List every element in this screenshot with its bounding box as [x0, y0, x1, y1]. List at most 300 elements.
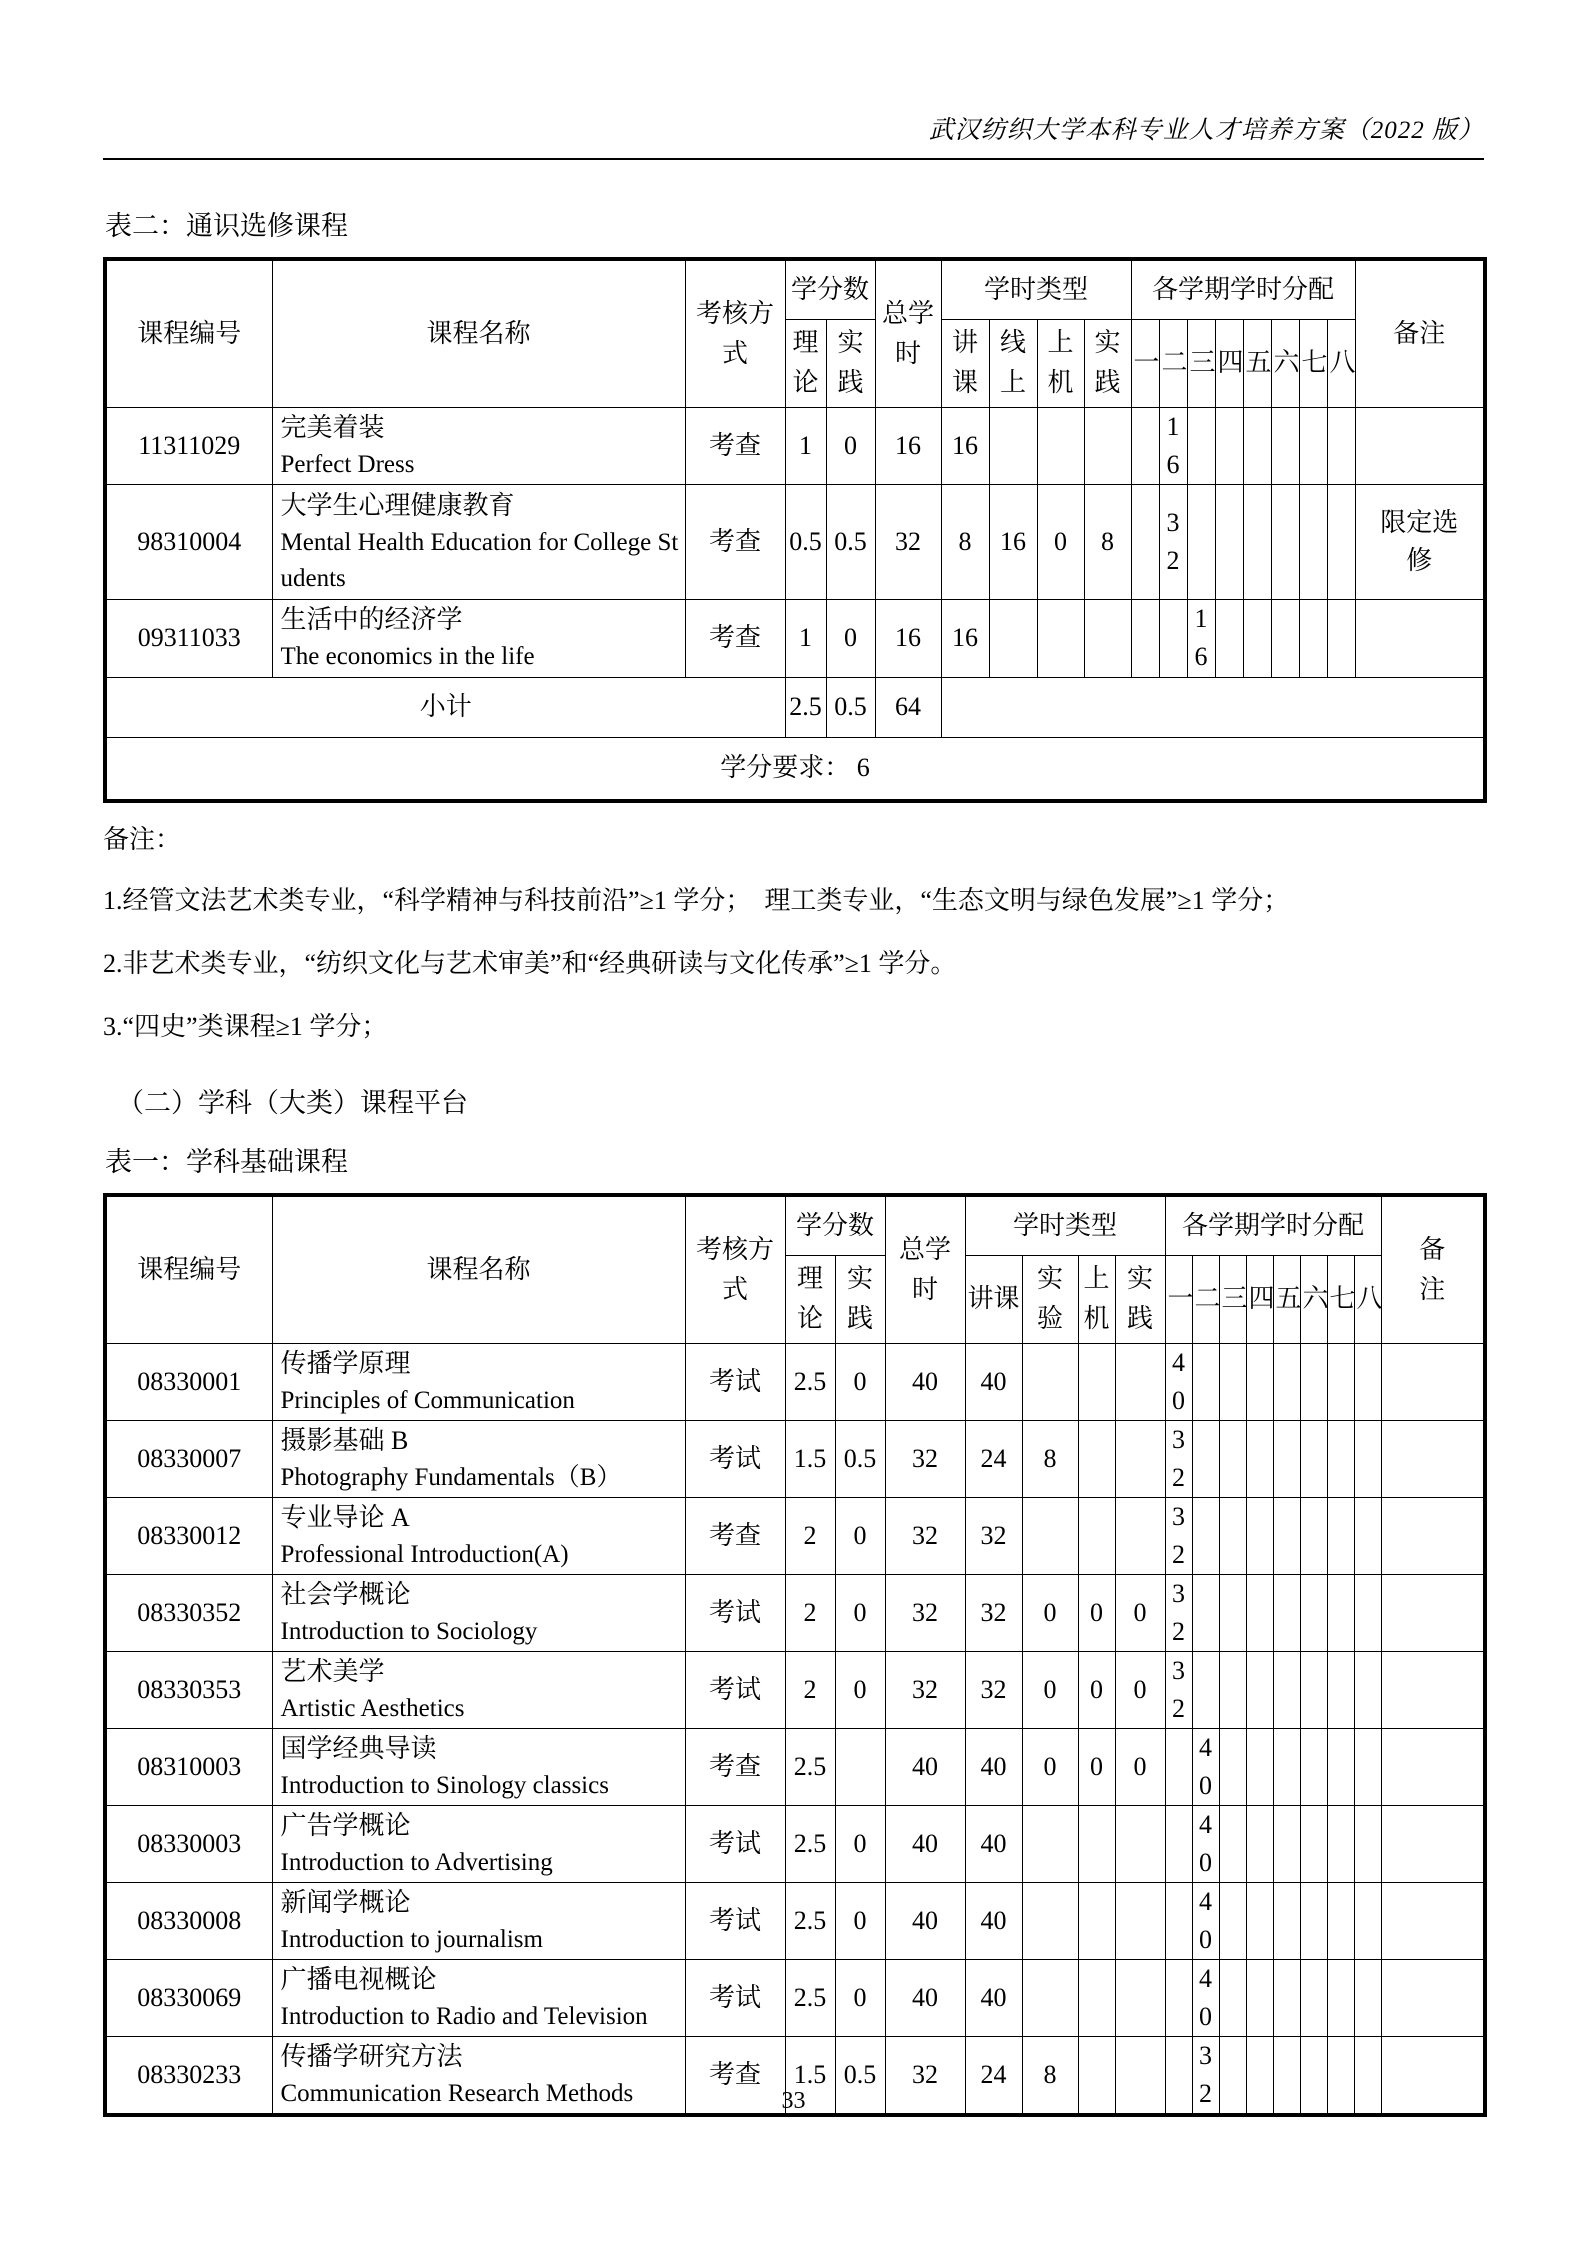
- semester-hours-cell: [1300, 1959, 1327, 2036]
- hour-type-experiment-cell: [1022, 1805, 1078, 1882]
- hour-type-lecture-cell: 40: [965, 1882, 1022, 1959]
- course-name-zh: 生活中的经济学: [280, 605, 463, 634]
- course-name-en: Introduction to journalism: [280, 1925, 543, 1953]
- hour-type-practice-cell: [1115, 1343, 1165, 1420]
- course-name-cell: [272, 1805, 685, 1882]
- credit-practice-cell: 0: [826, 407, 875, 484]
- col-group-hour-types: 学时类型: [941, 259, 1131, 319]
- col-total-hours: 总学时: [875, 259, 941, 407]
- semester-hours-cell: [1246, 1574, 1273, 1651]
- semester-hours-cell: [1327, 1574, 1354, 1651]
- hour-type-experiment-cell: 0: [1022, 1728, 1078, 1805]
- remark-cell: [1381, 1420, 1485, 1497]
- assessment-cell: 考查: [685, 599, 785, 677]
- col-group-hour-types: 学时类型: [965, 1195, 1165, 1255]
- course-name-cell: [272, 1420, 685, 1497]
- credit-theory-cell: 2.5: [785, 1343, 835, 1420]
- semester-hours-cell: [1300, 1728, 1327, 1805]
- credit-theory-cell: 1.5: [785, 2036, 835, 2115]
- credit-requirement: 学分要求： 6: [105, 737, 1485, 801]
- hour-type-practice-cell: [1084, 599, 1131, 677]
- subtotal-row: [105, 677, 1485, 737]
- semester-hours-cell: [1273, 1882, 1300, 1959]
- course-code-cell: 98310004: [105, 484, 272, 599]
- credit-theory-cell: 2.5: [785, 1805, 835, 1882]
- total-hours-cell: 32: [885, 2036, 965, 2115]
- col-assessment: 考核方式: [685, 259, 785, 407]
- hour-type-experiment-cell: 0: [1022, 1574, 1078, 1651]
- col-credit-theory: 理论: [785, 1255, 835, 1343]
- col-hour-type-practice: 实践: [1115, 1255, 1165, 1343]
- semester-hours-cell: [1327, 1959, 1354, 2036]
- hour-type-computer-cell: 0: [1037, 484, 1084, 599]
- remark-cell: [1355, 599, 1485, 677]
- semester-hours-cell: [1271, 599, 1299, 677]
- semester-hours-cell: [1354, 1574, 1381, 1651]
- semester-hours-cell: [1327, 1651, 1354, 1728]
- course-code-cell: 08330001: [105, 1343, 272, 1420]
- assessment-cell: 考试: [685, 1651, 785, 1728]
- course-row: [105, 1805, 1485, 1882]
- hour-type-lecture-cell: 40: [965, 1343, 1022, 1420]
- course-code-cell: 08330008: [105, 1882, 272, 1959]
- semester-hours-cell: [1219, 1805, 1246, 1882]
- credit-theory-cell: 2.5: [785, 1882, 835, 1959]
- remark-cell: [1355, 484, 1485, 599]
- col-group-credits: 学分数: [785, 259, 875, 319]
- semester-hours-cell: 32: [1165, 1651, 1192, 1728]
- col-semester-1: 一: [1165, 1255, 1192, 1343]
- col-course-code: 课程编号: [105, 259, 272, 407]
- col-semester-6: 六: [1300, 1255, 1327, 1343]
- course-name-cell: [272, 484, 685, 599]
- semester-hours-cell: [1273, 1574, 1300, 1651]
- credit-practice-cell: 0.5: [835, 2036, 885, 2115]
- document-header-title: 武汉纺织大学本科专业人才培养方案（2022 版）: [928, 117, 1484, 144]
- remark-cell: [1381, 1959, 1485, 2036]
- course-row: [105, 484, 1485, 599]
- total-hours-cell: 16: [875, 407, 941, 484]
- semester-hours-cell: 40: [1192, 1728, 1219, 1805]
- subtotal-empty-cell: [941, 677, 1485, 737]
- semester-hours-cell: 40: [1192, 1959, 1219, 2036]
- semester-hours-cell: [1192, 1420, 1219, 1497]
- semester-hours-cell: [1192, 1343, 1219, 1420]
- remark-cell: [1381, 1497, 1485, 1574]
- table-caption-general: 表二：通识选修课程: [105, 211, 348, 241]
- assessment-cell: 考查: [685, 1497, 785, 1574]
- hour-type-experiment-cell: 8: [1022, 2036, 1078, 2115]
- semester-hours-cell: [1271, 484, 1299, 599]
- semester-hours-cell: [1131, 599, 1159, 677]
- hour-type-computer-cell: [1078, 1497, 1115, 1574]
- table-header-row-1: [105, 259, 1485, 319]
- course-name-zh: 完美着装: [280, 412, 385, 442]
- assessment-cell: 考试: [685, 1882, 785, 1959]
- total-hours-cell: 40: [885, 1959, 965, 2036]
- semester-hours-cell: [1271, 407, 1299, 484]
- course-row: [105, 1651, 1485, 1728]
- semester-hours-cell: [1300, 1882, 1327, 1959]
- col-hour-type-experiment: 实验: [1022, 1255, 1078, 1343]
- semester-hours-cell: 16: [1159, 407, 1187, 484]
- hour-type-lecture-cell: 32: [965, 1497, 1022, 1574]
- semester-hours-cell: [1165, 1805, 1192, 1882]
- hour-type-practice-cell: [1115, 1959, 1165, 2036]
- subtotal-total-hours: 64: [875, 677, 941, 737]
- credit-theory-cell: 2.5: [785, 1728, 835, 1805]
- course-name-zh: 广告学概论: [280, 1810, 411, 1840]
- semester-hours-cell: [1354, 1651, 1381, 1728]
- assessment-cell: 考查: [685, 1728, 785, 1805]
- hour-type-experiment-cell: [1022, 1497, 1078, 1574]
- hour-type-practice-cell: 8: [1084, 484, 1131, 599]
- course-name-en: Introduction to Advertising: [280, 1848, 553, 1876]
- assessment-cell: 考试: [685, 1574, 785, 1651]
- hour-type-computer-cell: [1078, 1882, 1115, 1959]
- assessment-cell: 考试: [685, 1805, 785, 1882]
- hour-type-experiment-cell: [1022, 1882, 1078, 1959]
- hour-type-computer-cell: [1078, 1959, 1115, 2036]
- credit-practice-cell: 0: [835, 1497, 885, 1574]
- semester-hours-cell: [1299, 484, 1327, 599]
- credit-theory-cell: 2: [785, 1651, 835, 1728]
- course-name-en: Introduction to Sociology: [280, 1617, 538, 1645]
- course-row: [105, 1728, 1485, 1805]
- col-hour-type-lecture: 讲课: [965, 1255, 1022, 1343]
- course-name-zh: 专业导论 A: [280, 1502, 410, 1532]
- credit-practice-cell: 0: [835, 1959, 885, 2036]
- semester-hours-cell: [1354, 1805, 1381, 1882]
- hour-type-experiment-cell: [1022, 1959, 1078, 2036]
- semester-hours-cell: [1299, 599, 1327, 677]
- course-row: [105, 1574, 1485, 1651]
- hour-type-practice-cell: 0: [1115, 1574, 1165, 1651]
- course-name-cell: [272, 1728, 685, 1805]
- course-row: [105, 599, 1485, 677]
- credit-requirement-row: [105, 737, 1485, 801]
- col-total-hours: 总学时: [885, 1195, 965, 1343]
- semester-hours-cell: [1131, 484, 1159, 599]
- col-semester-6: 六: [1271, 319, 1299, 407]
- semester-hours-cell: [1131, 407, 1159, 484]
- col-semester-5: 五: [1273, 1255, 1300, 1343]
- col-semester-8: 八: [1354, 1255, 1381, 1343]
- semester-hours-cell: [1219, 1651, 1246, 1728]
- col-semester-2: 二: [1192, 1255, 1219, 1343]
- hour-type-practice-cell: 0: [1115, 1651, 1165, 1728]
- col-semester-4: 四: [1246, 1255, 1273, 1343]
- course-code-cell: 08330352: [105, 1574, 272, 1651]
- semester-hours-cell: [1187, 407, 1215, 484]
- semester-hours-cell: 32: [1159, 484, 1187, 599]
- hour-type-practice-cell: [1115, 1497, 1165, 1574]
- credit-theory-cell: 2: [785, 1497, 835, 1574]
- course-name-zh: 传播学研究方法: [280, 2041, 463, 2071]
- table-header-row-1: [105, 1195, 1485, 1255]
- semester-hours-cell: [1327, 599, 1355, 677]
- semester-hours-cell: 40: [1165, 1343, 1192, 1420]
- credit-theory-cell: 0.5: [785, 484, 826, 599]
- hour-type-experiment-cell: 0: [1022, 1651, 1078, 1728]
- col-semester-7: 七: [1299, 319, 1327, 407]
- semester-hours-cell: 32: [1165, 1420, 1192, 1497]
- semester-hours-cell: [1354, 1882, 1381, 1959]
- semester-hours-cell: [1300, 1420, 1327, 1497]
- credit-practice-cell: 0: [835, 1343, 885, 1420]
- semester-hours-cell: [1219, 1343, 1246, 1420]
- total-hours-cell: 40: [885, 1728, 965, 1805]
- course-row: [105, 1497, 1485, 1574]
- page-number: 33: [781, 2088, 806, 2114]
- notes-label: 备注：: [103, 825, 182, 854]
- hour-type-practice-cell: [1115, 1805, 1165, 1882]
- col-semester-7: 七: [1327, 1255, 1354, 1343]
- hour-type-computer-cell: [1078, 1805, 1115, 1882]
- credit-practice-cell: [835, 1728, 885, 1805]
- semester-hours-cell: [1354, 1959, 1381, 2036]
- remark-cell: [1381, 1651, 1485, 1728]
- semester-hours-cell: [1354, 1728, 1381, 1805]
- total-hours-cell: 32: [885, 1574, 965, 1651]
- course-name-en: Introduction to Radio and Television: [280, 2002, 648, 2030]
- course-code-cell: 08330069: [105, 1959, 272, 2036]
- semester-hours-cell: [1219, 1497, 1246, 1574]
- semester-hours-cell: [1327, 1728, 1354, 1805]
- col-hour-type-practice: 实践: [1084, 319, 1131, 407]
- remark-header-text: 备注: [1419, 1234, 1446, 1304]
- col-semester-8: 八: [1327, 319, 1355, 407]
- semester-hours-cell: [1300, 1805, 1327, 1882]
- course-row: [105, 407, 1485, 484]
- semester-hours-cell: [1327, 407, 1355, 484]
- semester-hours-cell: [1327, 1343, 1354, 1420]
- course-name-cell: [272, 1651, 685, 1728]
- semester-hours-cell: [1300, 1651, 1327, 1728]
- semester-hours-cell: [1246, 1882, 1273, 1959]
- semester-hours-cell: [1246, 1805, 1273, 1882]
- credit-theory-cell: 2: [785, 1574, 835, 1651]
- course-name-cell: [272, 1497, 685, 1574]
- course-name-zh: 社会学概论: [280, 1579, 411, 1609]
- col-semester-3: 三: [1187, 319, 1215, 407]
- col-group-semester-allocation: 各学期学时分配: [1165, 1195, 1381, 1255]
- semester-hours-cell: [1273, 1805, 1300, 1882]
- hour-type-computer-cell: [1037, 407, 1084, 484]
- semester-hours-cell: [1246, 1959, 1273, 2036]
- course-name-en: Photography Fundamentals（B）: [280, 1463, 622, 1491]
- course-name-en: The economics in the life: [280, 643, 535, 670]
- col-semester-1: 一: [1131, 319, 1159, 407]
- col-group-semester-allocation: 各学期学时分配: [1131, 259, 1355, 319]
- semester-hours-cell: [1219, 1420, 1246, 1497]
- course-name-cell: [272, 1343, 685, 1420]
- hour-type-online-cell: [989, 407, 1037, 484]
- remark-cell: [1355, 407, 1485, 484]
- semester-hours-cell: 32: [1165, 1574, 1192, 1651]
- col-remark: 备注: [1355, 259, 1485, 407]
- credit-practice-cell: 0: [835, 1574, 885, 1651]
- course-row: [105, 1420, 1485, 1497]
- course-name-zh: 传播学原理: [280, 1348, 411, 1378]
- discipline-basic-courses-table: [103, 1193, 1487, 2117]
- total-hours-cell: 32: [885, 1497, 965, 1574]
- hour-type-lecture-cell: 24: [965, 2036, 1022, 2115]
- course-name-cell: [272, 599, 685, 677]
- hour-type-practice-cell: 0: [1115, 1728, 1165, 1805]
- semester-hours-cell: [1215, 484, 1243, 599]
- course-name-en: Professional Introduction(A): [280, 1540, 569, 1568]
- hour-type-lecture-cell: 8: [941, 484, 989, 599]
- total-hours-cell: 40: [885, 1805, 965, 1882]
- semester-hours-cell: [1327, 1805, 1354, 1882]
- semester-hours-cell: [1192, 1497, 1219, 1574]
- course-name-zh: 艺术美学: [280, 1656, 385, 1686]
- course-name-cell: [272, 1959, 685, 2036]
- semester-hours-cell: [1246, 1420, 1273, 1497]
- hour-type-computer-cell: [1078, 1420, 1115, 1497]
- semester-hours-cell: [1215, 599, 1243, 677]
- semester-hours-cell: [1219, 1728, 1246, 1805]
- col-course-code: 课程编号: [105, 1195, 272, 1343]
- general-electives-table: [103, 257, 1487, 803]
- credit-practice-cell: 0: [835, 1805, 885, 1882]
- course-name-en: Principles of Communication: [280, 1386, 575, 1414]
- hour-type-practice-cell: [1115, 1420, 1165, 1497]
- course-name-en: Perfect Dress: [280, 450, 415, 478]
- semester-hours-cell: [1165, 1959, 1192, 2036]
- col-semester-3: 三: [1219, 1255, 1246, 1343]
- col-credit-theory: 理论: [785, 319, 826, 407]
- course-code-cell: 09311033: [105, 599, 272, 677]
- hour-type-experiment-cell: 8: [1022, 1420, 1078, 1497]
- hour-type-computer-cell: 0: [1078, 1651, 1115, 1728]
- credit-practice-cell: 0: [835, 1882, 885, 1959]
- note-item: 3.“四史”类课程≥1 学分；: [103, 1012, 388, 1041]
- total-hours-cell: 40: [885, 1343, 965, 1420]
- assessment-cell: 考查: [685, 407, 785, 484]
- note-item: 1.经管文法艺术类专业，“科学精神与科技前沿”≥1 学分； 理工类专业，“生态文明与绿色发展”≥1 学分；: [103, 886, 1290, 915]
- semester-hours-cell: [1243, 484, 1271, 599]
- hour-type-lecture-cell: 16: [941, 599, 989, 677]
- note-item: 2.非艺术类专业，“纺织文化与艺术审美”和“经典研读与文化传承”≥1 学分。: [103, 949, 957, 978]
- remark-cell: [1381, 1805, 1485, 1882]
- semester-hours-cell: [1219, 1574, 1246, 1651]
- course-name-zh: 广播电视概论: [280, 1964, 437, 1994]
- col-course-name: 课程名称: [272, 1195, 685, 1343]
- credit-practice-cell: 0.5: [826, 484, 875, 599]
- semester-hours-cell: 40: [1192, 1882, 1219, 1959]
- semester-hours-cell: [1273, 1959, 1300, 2036]
- course-row: [105, 1343, 1485, 1420]
- remark-cell: [1381, 1574, 1485, 1651]
- credit-practice-cell: 0.5: [835, 1420, 885, 1497]
- credit-theory-cell: 2.5: [785, 1959, 835, 2036]
- semester-hours-cell: [1246, 1651, 1273, 1728]
- col-assessment: 考核方式: [685, 1195, 785, 1343]
- semester-hours-cell: [1273, 1728, 1300, 1805]
- hour-type-experiment-cell: [1022, 1343, 1078, 1420]
- course-code-cell: 08330233: [105, 2036, 272, 2115]
- semester-hours-cell: 40: [1192, 1805, 1219, 1882]
- semester-hours-cell: [1354, 1420, 1381, 1497]
- col-semester-4: 四: [1215, 319, 1243, 407]
- hour-type-computer-cell: [1037, 599, 1084, 677]
- semester-hours-cell: [1273, 1651, 1300, 1728]
- col-semester-5: 五: [1243, 319, 1271, 407]
- semester-hours-cell: [1215, 407, 1243, 484]
- semester-hours-cell: [1299, 407, 1327, 484]
- course-name-zh: 大学生心理健康教育: [280, 490, 515, 520]
- col-hour-type-computer: 上机: [1078, 1255, 1115, 1343]
- semester-hours-cell: [1192, 1574, 1219, 1651]
- semester-hours-cell: [1327, 484, 1355, 599]
- hour-type-lecture-cell: 24: [965, 1420, 1022, 1497]
- semester-hours-cell: [1273, 1343, 1300, 1420]
- credit-theory-cell: 1.5: [785, 1420, 835, 1497]
- col-hour-type-computer: 上机: [1037, 319, 1084, 407]
- semester-hours-cell: [1187, 484, 1215, 599]
- semester-hours-cell: 32: [1165, 1497, 1192, 1574]
- section-heading: （二）学科（大类）课程平台: [117, 1088, 468, 1118]
- total-hours-cell: 32: [885, 1420, 965, 1497]
- semester-hours-cell: [1165, 1728, 1192, 1805]
- semester-hours-cell: [1219, 1959, 1246, 2036]
- course-row: [105, 1959, 1485, 2036]
- hour-type-lecture-cell: 32: [965, 1651, 1022, 1728]
- hour-type-computer-cell: 0: [1078, 1728, 1115, 1805]
- assessment-cell: 考试: [685, 1959, 785, 2036]
- course-row: [105, 1882, 1485, 1959]
- semester-hours-cell: [1300, 1574, 1327, 1651]
- semester-hours-cell: [1246, 1728, 1273, 1805]
- credit-practice-cell: 0: [826, 599, 875, 677]
- course-name-cell: [272, 407, 685, 484]
- course-name-zh: 国学经典导读: [280, 1733, 437, 1763]
- hour-type-online-cell: [989, 599, 1037, 677]
- semester-hours-cell: [1327, 1420, 1354, 1497]
- course-name-zh: 摄影基础 B: [280, 1425, 409, 1455]
- semester-hours-cell: 16: [1187, 599, 1215, 677]
- assessment-cell: 考试: [685, 1420, 785, 1497]
- col-hour-type-lecture: 讲课: [941, 319, 989, 407]
- semester-hours-cell: [1159, 599, 1187, 677]
- course-code-cell: 08330353: [105, 1651, 272, 1728]
- assessment-cell: 考查: [685, 484, 785, 599]
- hour-type-practice-cell: [1084, 407, 1131, 484]
- subtotal-label: 小计: [105, 677, 785, 737]
- semester-hours-cell: [1354, 1343, 1381, 1420]
- credit-practice-cell: 0: [835, 1651, 885, 1728]
- course-code-cell: 08330007: [105, 1420, 272, 1497]
- credit-theory-cell: 1: [785, 599, 826, 677]
- total-hours-cell: 32: [875, 484, 941, 599]
- semester-hours-cell: [1273, 1497, 1300, 1574]
- remark-cell: [1381, 1343, 1485, 1420]
- semester-hours-cell: [1300, 1343, 1327, 1420]
- table-caption-discipline: 表一：学科基础课程: [105, 1147, 348, 1177]
- course-code-cell: 08330012: [105, 1497, 272, 1574]
- semester-hours-cell: [1246, 1343, 1273, 1420]
- col-group-credits: 学分数: [785, 1195, 885, 1255]
- semester-hours-cell: [1165, 1882, 1192, 1959]
- assessment-cell: 考查: [685, 2036, 785, 2115]
- col-semester-2: 二: [1159, 319, 1187, 407]
- document-header: [103, 0, 1484, 160]
- course-name-en: Mental Health Education for College Students: [280, 528, 679, 592]
- semester-hours-cell: [1243, 599, 1271, 677]
- assessment-cell: 考试: [685, 1343, 785, 1420]
